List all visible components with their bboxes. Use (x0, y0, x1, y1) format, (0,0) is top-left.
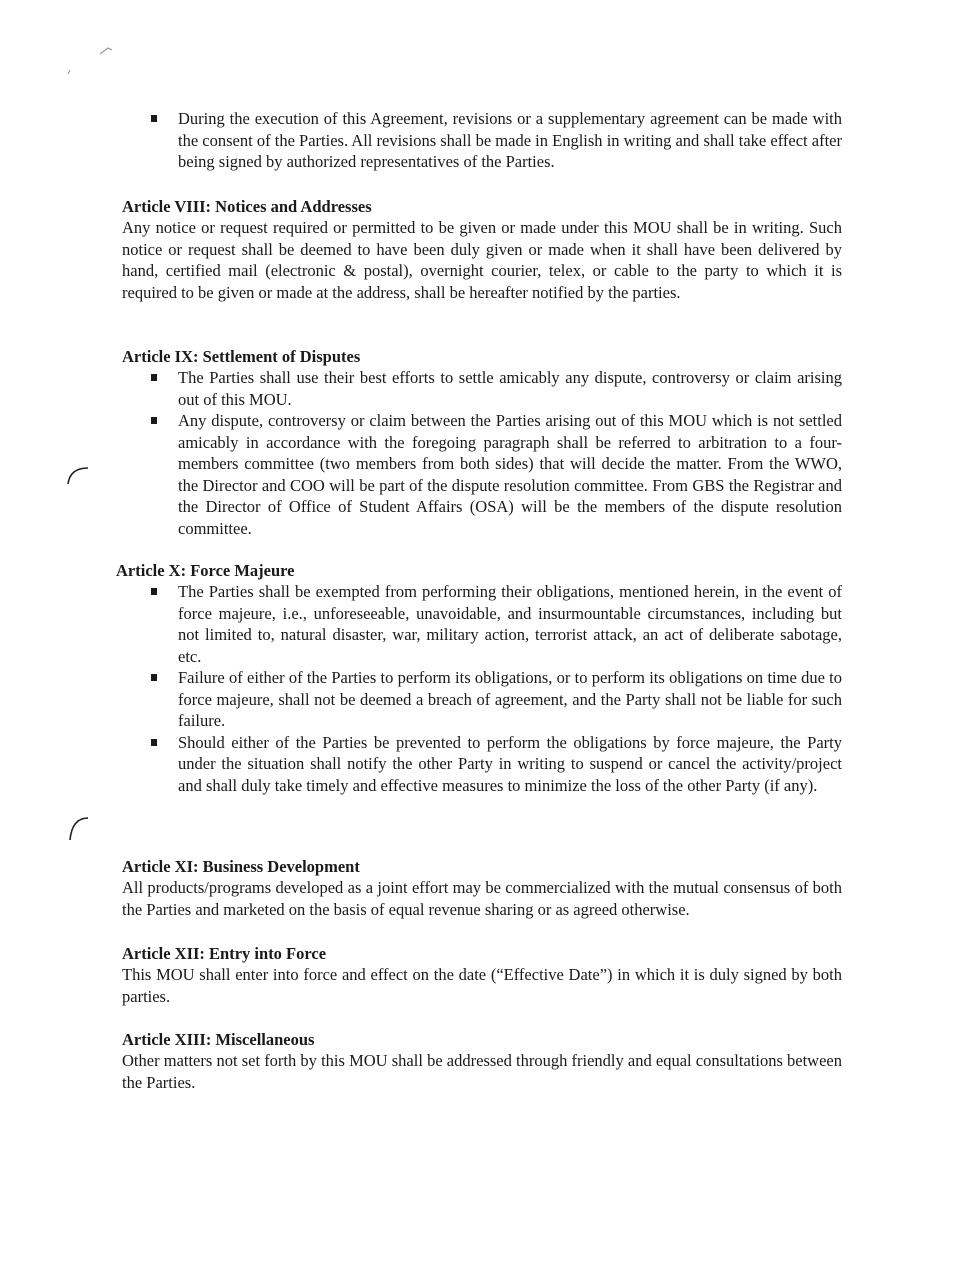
intro-bullet-list (122, 108, 842, 173)
article-ix (122, 346, 842, 539)
article-body: Other matters not set forth by this MOU shall be addressed through friendly and equal consultations between the Parties. (122, 1051, 842, 1092)
article-heading: Article VIII: Notices and Addresses (122, 197, 372, 216)
article-bullet-list (122, 581, 842, 796)
list-item-text: Should either of the Parties be prevented to perform the obligations by force majeure, the Party under the situation shall notify the other Party in writing to suspend or cancel the activity/project and shall duly take timely and effective measures to minimize the loss of the other Party (if any). (178, 732, 842, 795)
list-item (122, 367, 842, 410)
article-xii (122, 943, 842, 1007)
list-item-text: Any dispute, controversy or claim between the Parties arising out of this MOU which is not settled amicably in accordance with the foregoing paragraph shall be referred to arbitration to a four-members committee (two members from both sides) that will decide the matter. From the WWO, the Director and COO will be part of the dispute resolution committee. From GBS the Registrar and the Director of Office of Student Affairs (OSA) will be the members of the dispute resolution committee. (178, 411, 842, 538)
article-heading: Article X: Force Majeure (116, 561, 295, 580)
article-body: Any notice or request required or permitted to be given or made under this MOU shall be in writing. Such notice or request shall be deemed to have been duly given or made when it shall have been delivered by hand, certified mail (electronic & postal), overnight courier, telex, or cable to the party to which it is required to be given or made at the address, shall be hereafter notified by the parties. (122, 218, 842, 302)
scan-mark-top-left (60, 40, 120, 80)
list-item-text: The Parties shall be exempted from performing their obligations, mentioned herein, in the event of force majeure, i.e., unforeseeable, unavoidable, and insurmountable circumstances, including but not limited to, natural disaster, war, military action, terrorist attack, an act of deliberate sabotage, etc. (178, 582, 842, 666)
bullet-icon (151, 115, 157, 122)
article-xiii (122, 1029, 842, 1093)
list-item (122, 410, 842, 539)
list-item (122, 732, 842, 797)
bullet-icon (151, 739, 157, 746)
article-heading: Article XII: Entry into Force (122, 944, 327, 963)
bullet-icon (151, 674, 157, 681)
article-xi (122, 856, 842, 920)
bullet-icon (151, 374, 157, 381)
intro-section (122, 108, 842, 173)
list-item (122, 108, 842, 173)
article-bullet-list (122, 367, 842, 539)
article-heading: Article XI: Business Development (122, 857, 360, 876)
article-heading: Article IX: Settlement of Disputes (122, 347, 361, 366)
article-viii (122, 196, 842, 303)
list-item (122, 581, 842, 667)
list-item-text: The Parties shall use their best efforts to settle amicably any dispute, controversy or claim arising out of this MOU. (178, 368, 842, 409)
article-x (116, 560, 842, 796)
article-heading: Article XIII: Miscellaneous (122, 1030, 315, 1049)
bullet-icon (151, 417, 157, 424)
article-body: This MOU shall enter into force and effect on the date (“Effective Date”) in which it is duly signed by both parties. (122, 965, 842, 1006)
list-item-text: Failure of either of the Parties to perform its obligations, or to perform its obligations on time due to force majeure, shall not be deemed a breach of agreement, and the Party shall not be liable for such failure. (178, 668, 842, 730)
bullet-icon (151, 588, 157, 595)
list-item (122, 667, 842, 732)
margin-mark-2 (58, 810, 98, 850)
article-body: All products/programs developed as a joint effort may be commercialized with the mutual consensus of both the Parties and marketed on the basis of equal revenue sharing or as agreed otherwise. (122, 878, 842, 919)
margin-mark-1 (58, 462, 98, 502)
list-item-text: During the execution of this Agreement, revisions or a supplementary agreement can be made with the consent of the Parties. All revisions shall be made in English in writing and shall take effect after being signed by authorized representatives of the Parties. (178, 109, 842, 171)
